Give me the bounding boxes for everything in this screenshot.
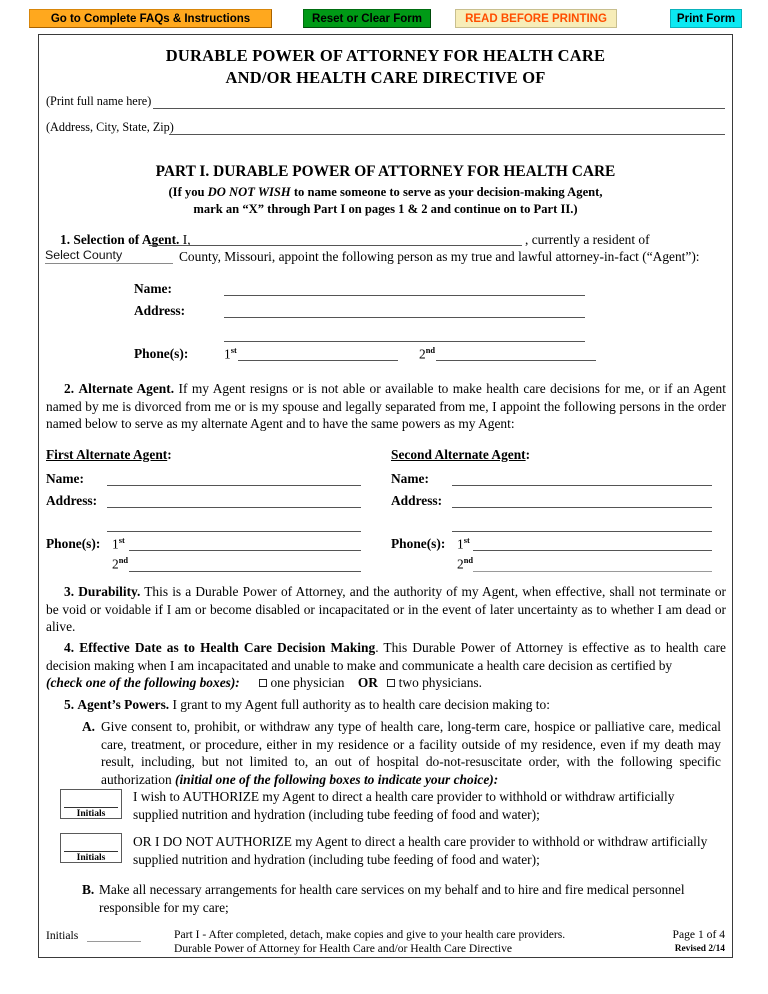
initials-box-authorize[interactable] [60,789,122,819]
footer-line-1: Part I - After completed, detach, make copies and give to your health care providers. [174,928,566,941]
first-alt-phone-2-input-line[interactable] [129,571,361,572]
section-5-item-b-letter: B. [82,882,95,897]
part-1-subheading-line-1 [39,185,732,200]
check-one-instruction: (check one of the following boxes): [46,675,240,690]
agent-address-label: Address: [134,303,186,318]
section-5-lead-text: I grant to my Agent full authority as to health care decision making to: [172,697,550,712]
section-1-title: Selection of Agent. [73,232,180,247]
first-alt-address-input-line-2[interactable] [107,531,361,532]
agent-phone-2-ordinal: 2nd [419,346,436,362]
section-1-county-tail: County, Missouri, appoint the following person as my true and lawful attorney-in-fact (“Agent”): [179,249,700,264]
document-title-line-2: AND/OR HEALTH CARE DIRECTIVE OF [225,68,546,87]
section-5-item-a-letter: A. [82,719,96,734]
section-5-number: 5. [64,697,75,712]
part-1-heading: PART I. DURABLE POWER OF ATTORNEY FOR HEALTH CARE [155,163,616,180]
address-prompt: (Address, City, State, Zip) [46,120,174,134]
address-input-line[interactable] [169,134,725,135]
first-alt-phone-1-input-line[interactable] [129,550,361,551]
read-before-printing-button[interactable]: READ BEFORE PRINTING [455,9,617,28]
agent-address-input-line-2[interactable] [224,341,585,342]
form-toolbar [0,0,768,35]
item-a-initial-instruction: (initial one of the following boxes to indicate your choice): [175,771,499,787]
second-alt-phone-2-ordinal: 2nd [457,556,474,572]
choice-not-authorize-text: OR I DO NOT AUTHORIZE my Agent to direct a health care provider to withhold or withdraw artificially supplied nutrition and hydration (including tube feeding of food and water); [133,834,708,867]
section-2-number: 2. [64,381,75,396]
second-alt-address-input-line-2[interactable] [452,531,712,532]
second-alt-phone-1-input-line[interactable] [473,550,712,551]
footer-line-2: Durable Power of Attorney for Health Care and/or Health Care Directive [174,942,513,955]
second-alt-phone-2-input-line[interactable] [473,571,712,572]
print-full-name-prompt: (Print full name here) [46,94,152,108]
first-alt-name-label: Name: [46,471,84,486]
section-4-paragraph [46,639,726,674]
section-2-body: If my Agent resigns or is not able or available to make health care decisions for me, or if an Agent named by me is divorced from me or is my spouse and legally separated from me, I appoint the following persons in the order named below to serve as my alternate Agent and to have the same powers as my Agent: [46,381,726,432]
section-1-lead: I, [182,232,191,247]
section-3-title: Durability. [78,584,141,599]
part-1-sub-emph: DO NOT WISH [207,185,291,199]
section-1-number: 1. [60,232,71,247]
first-alt-phones-label: Phone(s): [46,536,101,551]
second-alternate-agent-heading: Second Alternate Agent: [391,447,531,462]
part-1-sub-c: to name someone to serve as your decision-making Agent, [290,185,603,199]
reset-or-clear-form-button[interactable]: Reset or Clear Form [303,9,431,28]
section-4-number: 4. [64,640,75,655]
section-2-paragraph [46,380,726,433]
document-title-line-1: DURABLE POWER OF ATTORNEY FOR HEALTH CARE [165,46,606,65]
footer-initials-label: Initials [46,929,79,942]
section-4-checkbox-row [46,674,726,692]
agent-name-label: Name: [134,281,172,296]
initials-box-not-authorize-label: Initials [76,852,106,863]
second-alt-name-input-line[interactable] [452,485,712,486]
second-alt-phone-1-ordinal: 1st [457,536,470,552]
document-page-frame [38,34,733,958]
choice-authorize-text: I wish to AUTHORIZE my Agent to direct a health care provider to withhold or withdraw artificially supplied nutrition and hydration (including tube feeding of food and water); [133,789,675,822]
first-alt-phone-1-ordinal: 1st [112,536,125,552]
agent-address-input-line-1[interactable] [224,317,585,318]
second-alt-address-label: Address: [391,493,443,508]
first-alternate-agent-heading: First Alternate Agent: [46,447,172,462]
footer-initials-input-line[interactable] [87,941,141,942]
section-1-after-blank: , currently a resident of [525,232,650,247]
footer-page-number: Page 1 of 4 [672,928,725,941]
section-2-title: Alternate Agent. [78,381,175,396]
footer-revised-date: Revised 2/14 [674,944,725,954]
one-physician-checkbox[interactable] [259,679,267,687]
section-4-body: . This Durable Power of Attorney is effective as to health care decision making when I am incapacitated and unable to make and communicate a health care decision as certified by [46,640,726,673]
item-a-main: Give consent to, prohibit, or withdraw any type of health care, long-term care, hospice or palliative care, medical care, treatment, or procedure, either in my residence or a facility outside of my residence, even if my death may result, including, but not limited to, an out of hospital do-not-resuscitate order, with the following specific authorization [101,719,721,787]
print-form-button[interactable]: Print Form [670,9,742,28]
two-physicians-label: two physicians. [398,675,482,690]
part-1-sub-a: (If you [168,185,208,199]
first-alt-phone-2-ordinal: 2nd [112,556,129,572]
second-alt-address-input-line-1[interactable] [452,507,712,508]
agent-name-input-line[interactable] [224,295,585,296]
declarant-name-input-line[interactable] [149,245,522,246]
section-5-item-a-text [101,718,721,788]
initials-box-not-authorize[interactable] [60,833,122,863]
initials-box-authorize-label: Initials [76,808,106,819]
full-name-input-line[interactable] [153,108,725,109]
section-4-title: Effective Date as to Health Care Decision Making [79,640,376,655]
first-alt-address-input-line-1[interactable] [107,507,361,508]
section-3-number: 3. [64,584,75,599]
second-alt-phones-label: Phone(s): [391,536,446,551]
county-select-field[interactable]: Select County [45,248,173,264]
section-5-item-b-text: Make all necessary arrangements for health care services on my behalf and to hire and fire medical personnel responsible for my care; [99,882,685,915]
part-1-subheading-line-2: mark an “X” through Part I on pages 1 & 2 and continue on to Part II.) [193,202,578,216]
section-3-body: This is a Durable Power of Attorney, and the authority of my Agent, when effective, shall not terminate or be void or voidable if I am or become disabled or incapacitated or in the event of later uncertainty as to whether I am dead or alive. [46,584,727,635]
one-physician-label: one physician [270,675,345,690]
two-physicians-checkbox[interactable] [387,679,395,687]
first-alt-name-input-line[interactable] [107,485,361,486]
agent-phones-label: Phone(s): [134,346,189,361]
section-5-lead [46,696,726,714]
first-alt-address-label: Address: [46,493,98,508]
second-alt-name-label: Name: [391,471,429,486]
section-3-paragraph [46,583,726,636]
section-5-title: Agent’s Powers. [77,697,170,712]
or-label: OR [357,675,378,690]
agent-phone-1-ordinal: 1st [224,346,237,362]
agent-phone-2-input-line[interactable] [436,360,596,361]
agent-phone-1-input-line[interactable] [238,360,398,361]
go-to-faqs-button[interactable]: Go to Complete FAQs & Instructions [29,9,272,28]
